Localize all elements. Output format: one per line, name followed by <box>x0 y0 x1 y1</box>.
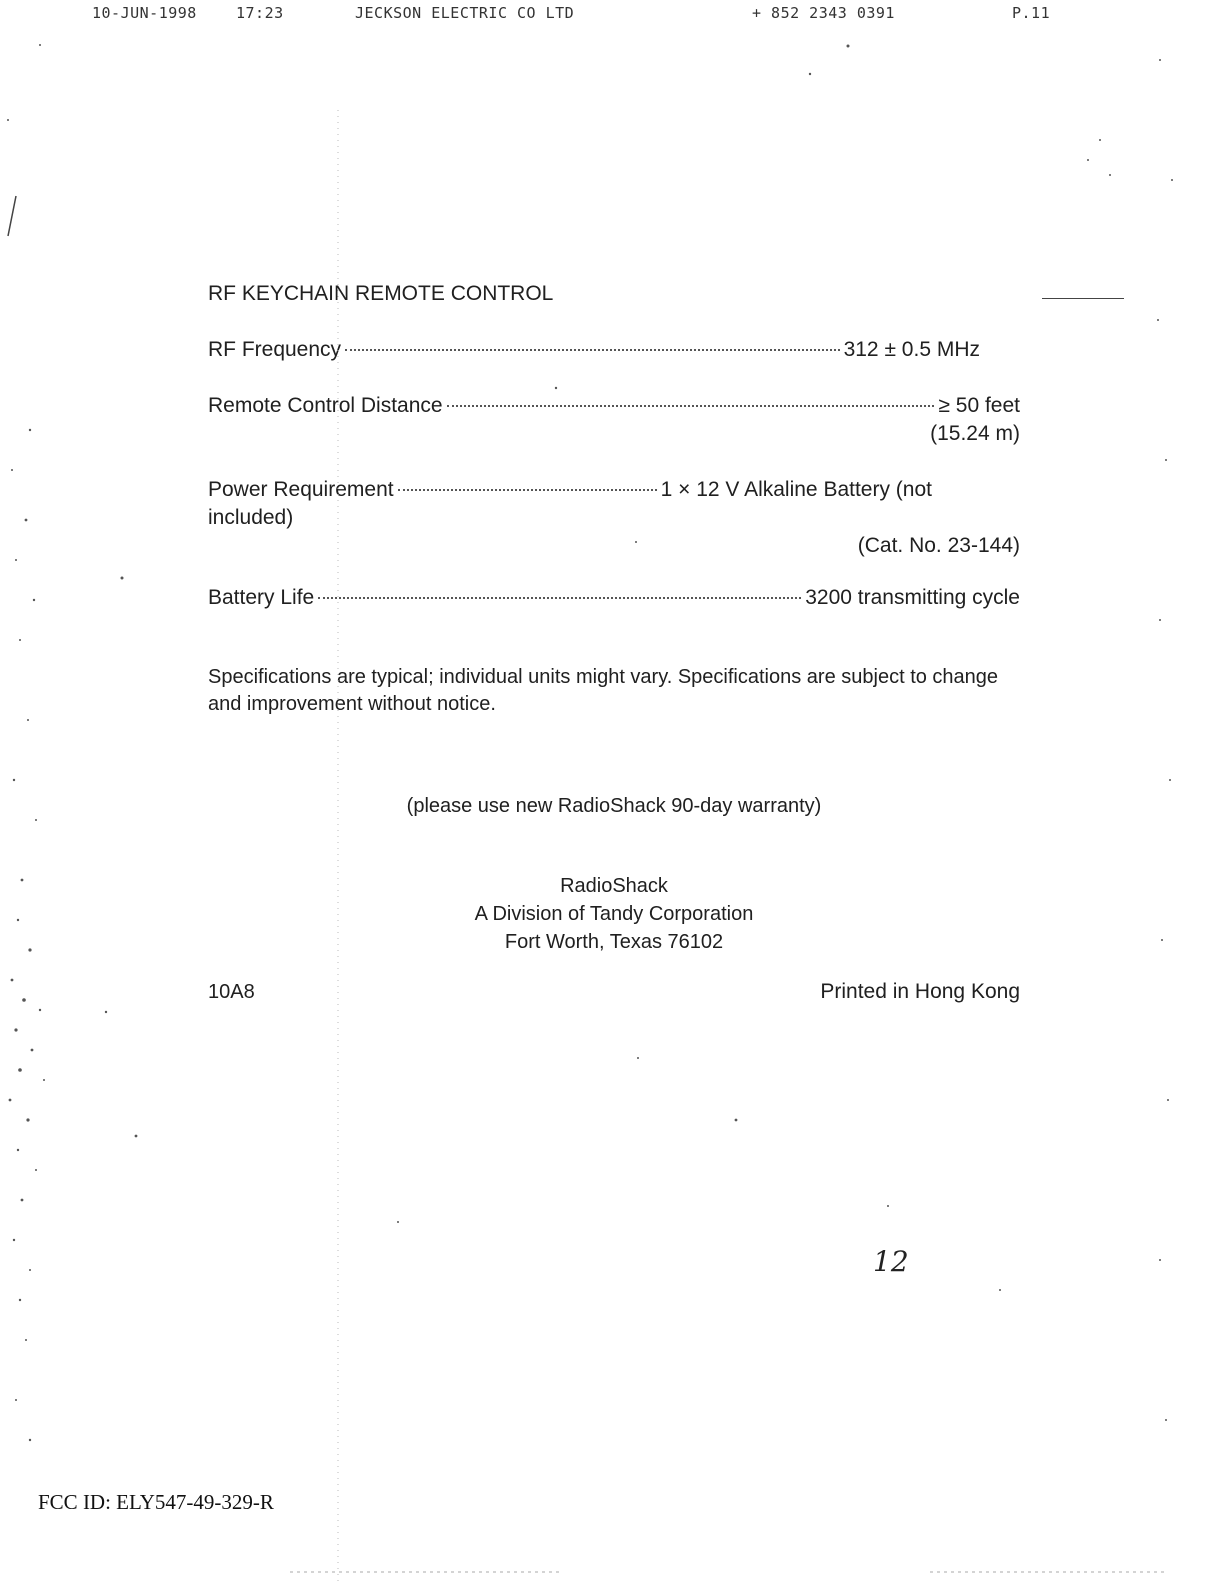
company-division: A Division of Tandy Corporation <box>474 903 754 925</box>
spec-distance-metric: (15.24 m) <box>930 422 1020 445</box>
dot-leader <box>398 489 657 491</box>
handwritten-page-number: 12 <box>873 1245 909 1278</box>
fax-header <box>0 4 1224 28</box>
fax-sender: JECKSON ELECTRIC CO LTD <box>355 4 575 22</box>
dot-leader <box>447 405 935 407</box>
company-address: Fort Worth, Texas 76102 <box>504 931 724 953</box>
company-name: RadioShack <box>560 875 668 897</box>
fax-page-number: P.11 <box>1012 4 1051 22</box>
spec-power-value-continued: included) <box>208 506 294 529</box>
fcc-id: FCC ID: ELY547-49-329-R <box>38 1490 274 1514</box>
document-code: 10A8 <box>208 981 255 1003</box>
specifications-notice: Specifications are typical; individual units might vary. Specifications are subject to change and improvement without notice. <box>208 666 999 715</box>
dot-leader <box>318 597 801 599</box>
scan-rule <box>1042 298 1124 299</box>
spec-battery-label: Battery Life <box>208 586 315 609</box>
warranty-note: (please use new RadioShack 90-day warranty) <box>406 795 822 817</box>
fax-time: 17:23 <box>236 4 284 22</box>
spec-frequency <box>208 336 980 364</box>
fax-phone: + 852 2343 0391 <box>752 4 895 22</box>
spec-frequency-label: RF Frequency <box>208 338 342 361</box>
spec-power-label: Power Requirement <box>208 478 394 501</box>
printed-location: Printed in Hong Kong <box>820 980 1020 1003</box>
spec-power <box>208 476 932 504</box>
spec-distance-value: ≥ 50 feet <box>938 394 1020 417</box>
spec-power-catalog-number: (Cat. No. 23-144) <box>857 534 1020 557</box>
spec-power-value: 1 × 12 V Alkaline Battery (not <box>660 478 932 501</box>
company-block <box>208 872 1020 956</box>
spec-battery-value: 3200 transmitting cycle <box>805 586 1020 609</box>
spec-distance <box>208 392 1020 448</box>
document-title: RF KEYCHAIN REMOTE CONTROL <box>208 282 554 305</box>
spec-battery-life <box>208 584 1020 612</box>
fax-date: 10-JUN-1998 <box>92 4 197 22</box>
dot-leader <box>345 349 840 351</box>
spec-frequency-value: 312 ± 0.5 MHz <box>843 338 980 361</box>
spec-distance-label: Remote Control Distance <box>208 394 443 417</box>
